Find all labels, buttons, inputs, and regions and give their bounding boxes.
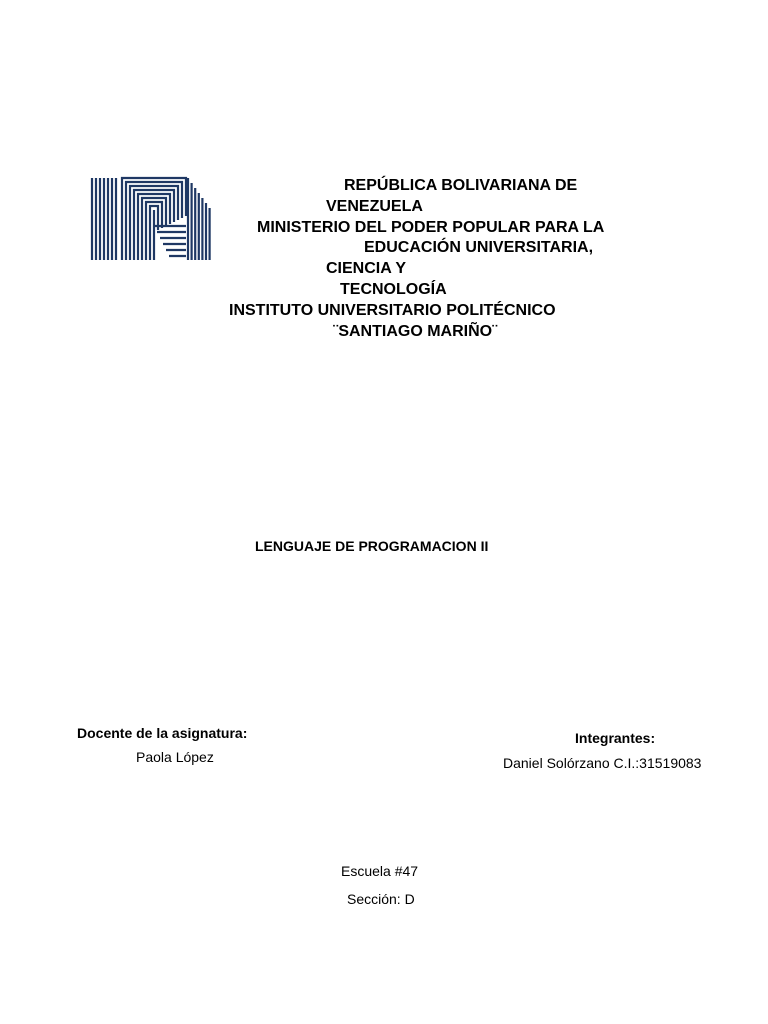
course-title: LENGUAJE DE PROGRAMACION II — [255, 538, 489, 554]
header-line-republica: REPÚBLICA BOLIVARIANA DE — [344, 177, 578, 194]
header-line-ministerio: MINISTERIO DEL PODER POPULAR PARA LA — [257, 219, 605, 236]
header-line-santiago-marino: ¨SANTIAGO MARIÑO¨ — [333, 323, 498, 340]
teacher-label: Docente de la asignatura: — [77, 725, 248, 741]
section-label: Sección: D — [347, 891, 415, 907]
header-line-tecnologia: TECNOLOGÍA — [340, 281, 447, 298]
header-line-venezuela: VENEZUELA — [326, 198, 423, 215]
header-line-educacion: EDUCACIÓN UNIVERSITARIA, — [364, 239, 594, 256]
members-label: Integrantes: — [575, 730, 656, 746]
header-line-instituto: INSTITUTO UNIVERSITARIO POLITÉCNICO — [229, 302, 556, 319]
header-line-ciencia: CIENCIA Y — [326, 260, 407, 277]
teacher-name: Paola López — [136, 749, 214, 765]
school-number: Escuela #47 — [341, 863, 419, 879]
institution-logo-icon — [90, 176, 214, 262]
member-name: Daniel Solórzano C.I.:31519083 — [503, 755, 702, 771]
